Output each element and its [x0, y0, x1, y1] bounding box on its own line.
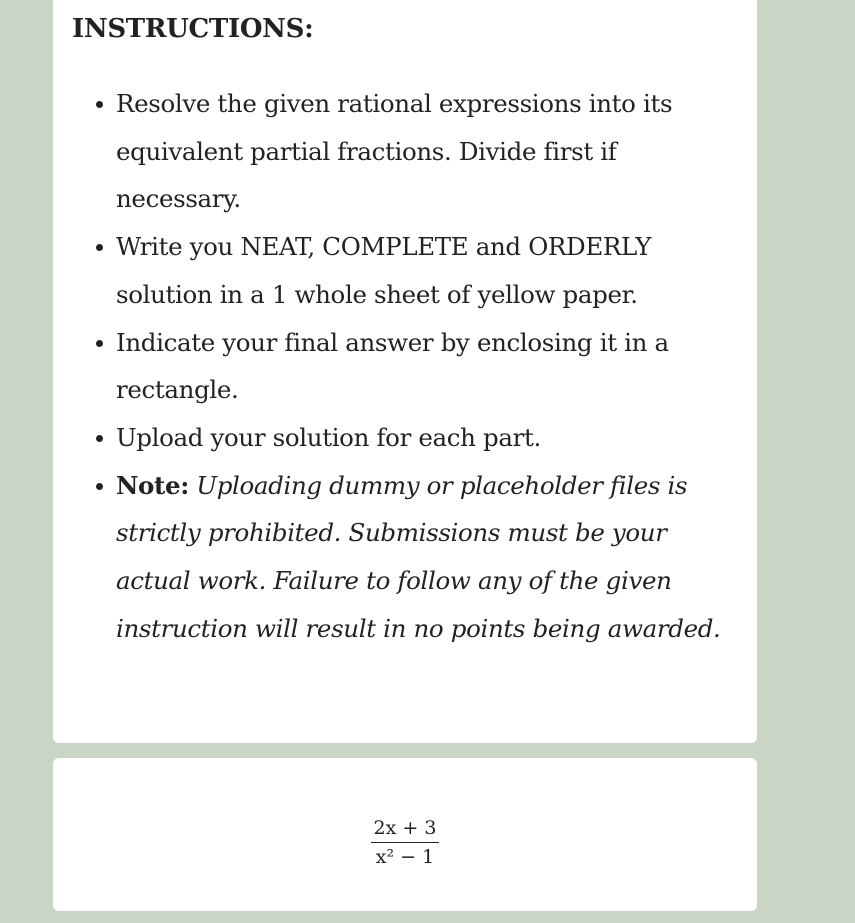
fraction-bar	[371, 842, 439, 843]
instruction-text: Write you NEAT, COMPLETE and ORDERLY solution in a 1 whole sheet of yellow paper.	[116, 232, 652, 309]
fraction-numerator: 2x + 3	[373, 817, 437, 839]
bullet-icon	[96, 101, 103, 108]
note-label: Note:	[116, 470, 189, 500]
bullet-icon	[96, 435, 103, 442]
bullet-icon	[96, 483, 103, 490]
list-item	[96, 80, 736, 223]
instruction-text: Upload your solution for each part.	[116, 422, 541, 452]
instructions-heading: INSTRUCTIONS:	[72, 14, 314, 44]
note-text: Uploading dummy or placeholder files is strictly prohibited. Submissions must be your actual work. Failure to follow any of the given instruction will result in no points being awarded.	[116, 470, 721, 643]
instructions-card	[53, 0, 757, 743]
list-item	[96, 319, 736, 414]
problem-card	[53, 758, 757, 911]
instruction-text: Resolve the given rational expressions into its equivalent partial fractions. Divide first if necessary.	[116, 89, 673, 214]
bullet-icon	[96, 340, 103, 347]
fraction-denominator: x² − 1	[375, 846, 435, 869]
instructions-list	[96, 80, 736, 652]
list-item	[96, 414, 736, 462]
rational-expression	[371, 816, 439, 869]
note-item	[96, 462, 736, 653]
instruction-text: Indicate your final answer by enclosing it in a rectangle.	[116, 327, 669, 405]
list-item	[96, 223, 736, 318]
bullet-icon	[96, 244, 103, 251]
